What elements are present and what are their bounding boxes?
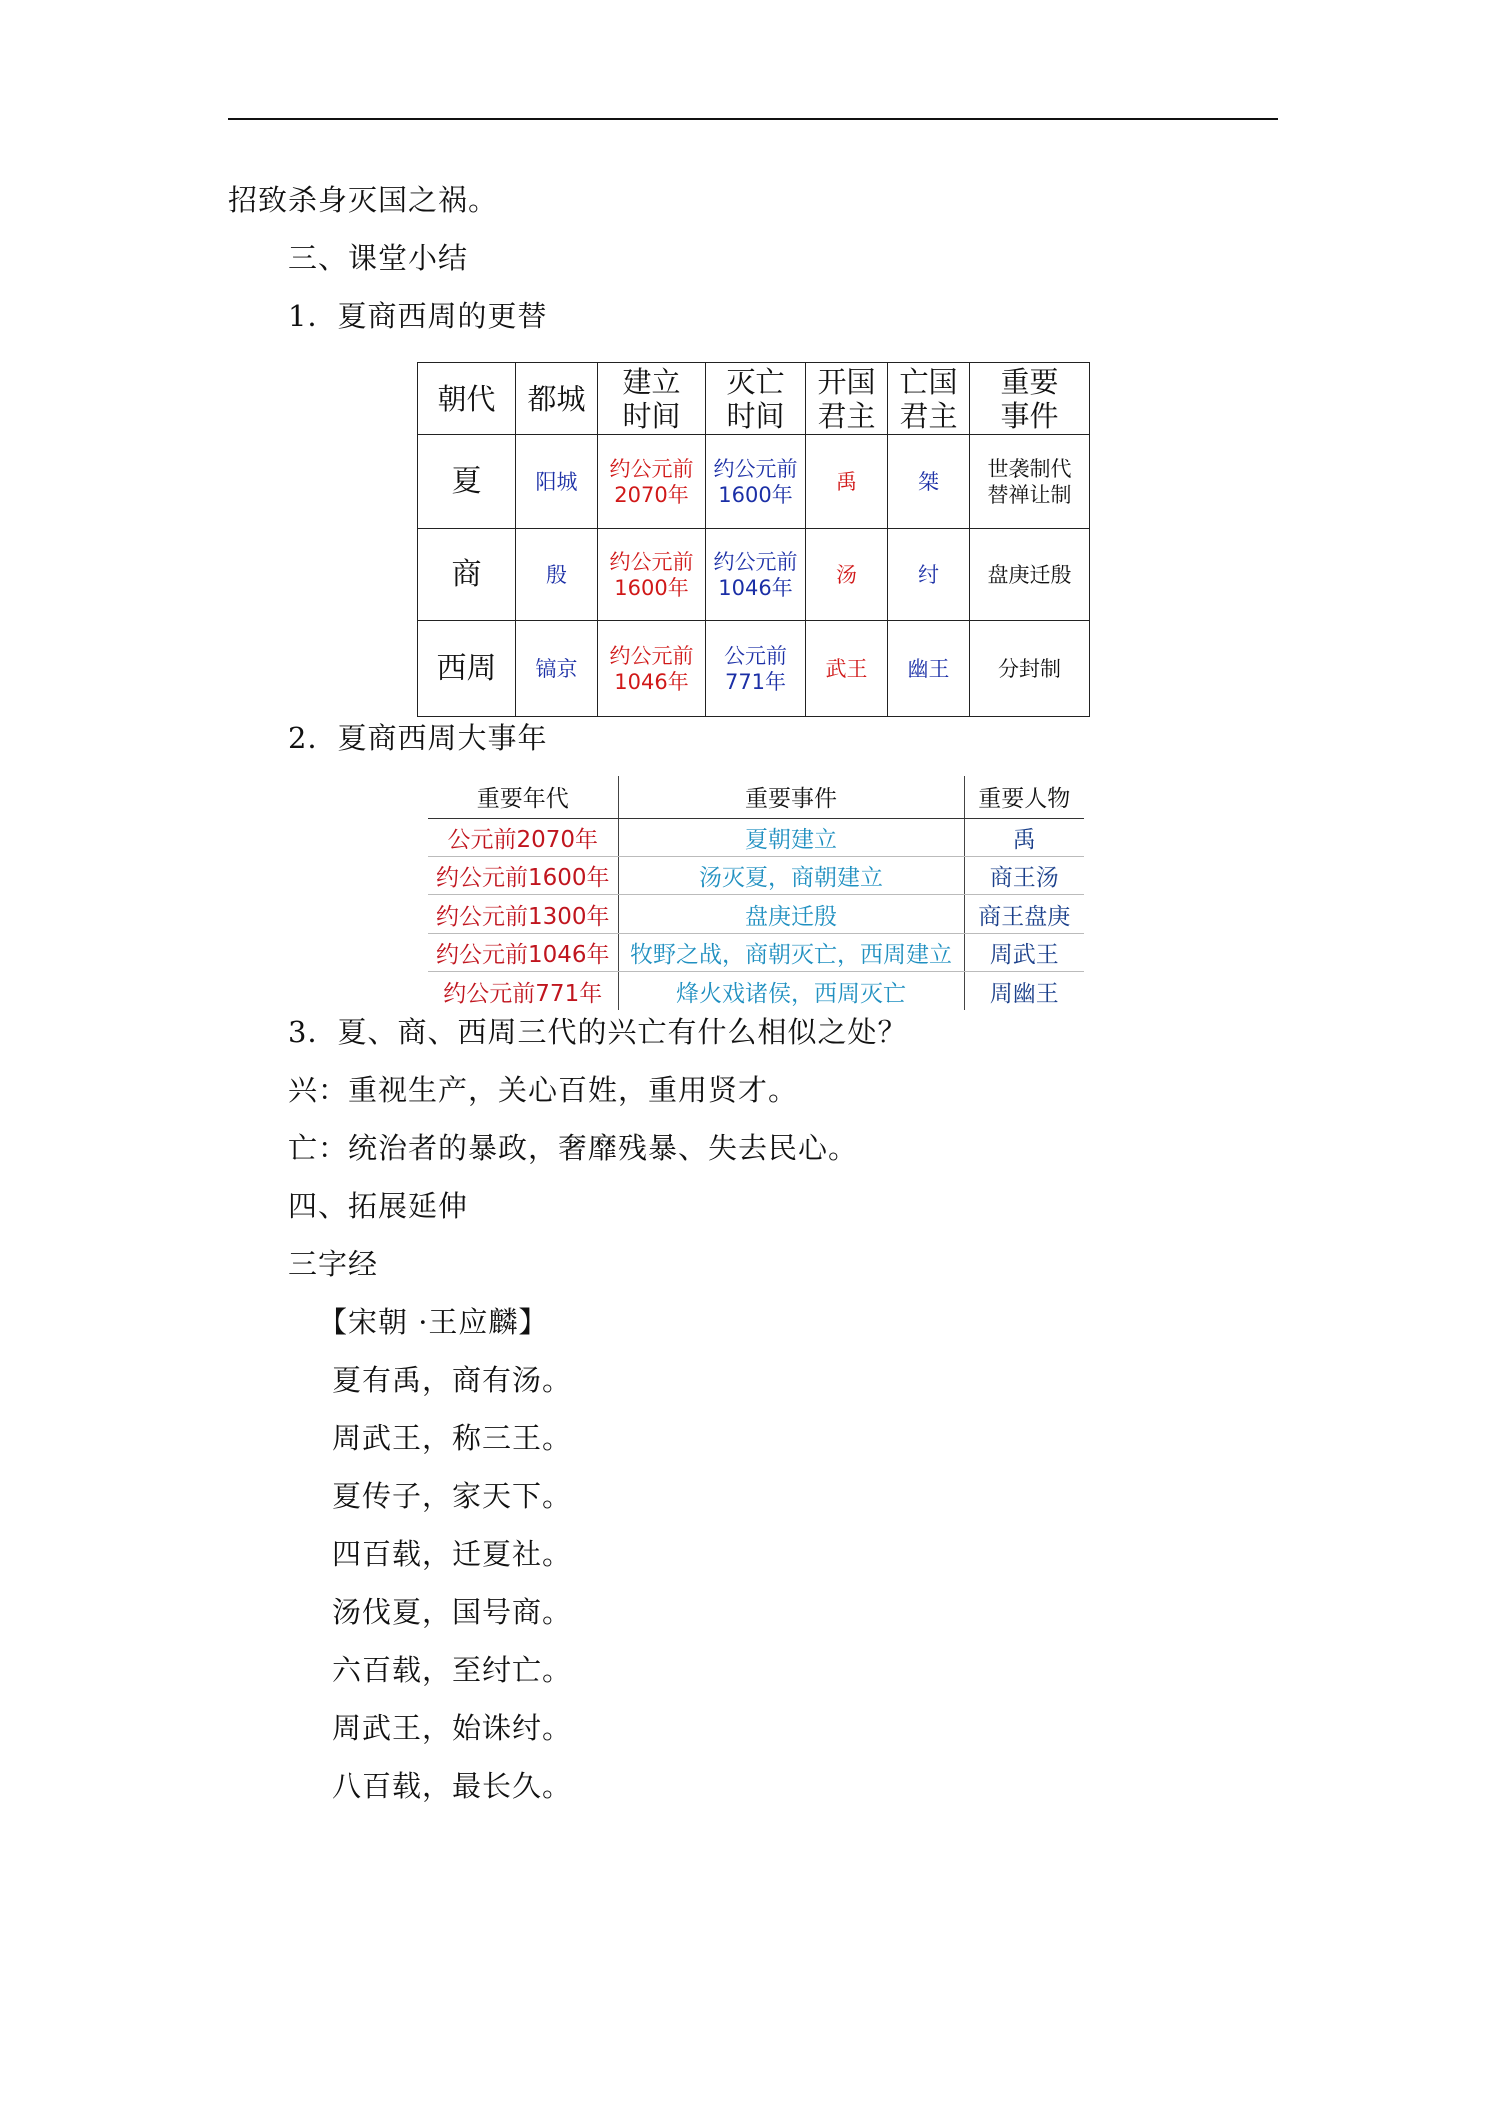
dynasty-cell: 西周: [418, 621, 516, 717]
answer-fall: 亡：统治者的暴政，奢靡残暴、失去民心。: [288, 1131, 859, 1165]
event-cell: 分封制: [970, 621, 1090, 717]
table-row: [418, 529, 1090, 621]
event-cell: 盘庚迁殷: [618, 895, 964, 933]
poem-line: 周武王，称三王。: [332, 1421, 573, 1455]
table-row: [428, 972, 1084, 1010]
person-cell: 周幽王: [989, 980, 1059, 1007]
table-row: [428, 818, 1084, 856]
header-cell: 都城: [516, 363, 598, 435]
founder-cell: 禹: [806, 435, 888, 529]
header-cell: 重要人物: [964, 776, 1084, 818]
table-row: [428, 857, 1084, 895]
subheading-major-events: 2．夏商西周大事年: [288, 721, 548, 755]
poem-line: 四百载，迁夏社。: [332, 1537, 573, 1571]
table-row: [418, 435, 1090, 529]
subheading-dynasty-change: 1．夏商西周的更替: [288, 299, 548, 333]
header-cell: 灭亡 时间: [706, 363, 806, 435]
last-ruler-cell: 幽王: [888, 621, 970, 717]
founding-time-cell: 约公元前 1046年: [598, 621, 706, 717]
poem-title: 三字经: [288, 1247, 379, 1281]
last-ruler-cell: 桀: [888, 435, 970, 529]
founder-cell: 武王: [806, 621, 888, 717]
capital-cell: 殷: [516, 529, 598, 621]
poem-line: 夏传子，家天下。: [332, 1479, 573, 1513]
year-cell: 约公元前771年: [428, 972, 618, 1010]
header-cell: 重要 事件: [970, 363, 1090, 435]
event-cell: 汤灭夏，商朝建立: [618, 857, 964, 895]
dynasty-cell: 夏: [418, 435, 516, 529]
poem-line: 夏有禹，商有汤。: [332, 1363, 573, 1397]
last-ruler-cell: 纣: [888, 529, 970, 621]
poem-author: 【宋朝 ·王应麟】: [318, 1305, 549, 1339]
year-cell: 约公元前1300年: [428, 895, 618, 933]
header-cell: 重要年代: [428, 776, 618, 818]
header-cell: 重要事件: [618, 776, 964, 818]
header-rule: [228, 118, 1278, 120]
year-cell: 约公元前1600年: [428, 857, 618, 895]
header-cell: 建立 时间: [598, 363, 706, 435]
person-cell: 商王汤: [964, 857, 1084, 895]
person-cell: 商王盘庚: [964, 895, 1084, 933]
major-events-table: [428, 776, 1084, 1010]
answer-rise: 兴：重视生产，关心百姓，重用贤才。: [288, 1073, 799, 1107]
table-row: [428, 933, 1084, 971]
poem-line: 六百载，至纣亡。: [332, 1653, 573, 1687]
poem-line: 汤伐夏，国号商。: [332, 1595, 573, 1629]
capital-cell: 阳城: [516, 435, 598, 529]
table-header-row: [428, 776, 1084, 818]
year-cell: 公元前2070年: [428, 818, 618, 856]
header-cell: 开国 君主: [806, 363, 888, 435]
table-row: [418, 621, 1090, 717]
text-line: 招致杀身灭国之祸。: [228, 183, 499, 217]
dynasty-change-table: [417, 362, 1090, 717]
section-heading-extension: 四、拓展延伸: [288, 1189, 469, 1223]
table-row: [428, 895, 1084, 933]
founding-time-cell: 约公元前 1600年: [598, 529, 706, 621]
dynasty-cell: 商: [418, 529, 516, 621]
founding-time-cell: 约公元前 2070年: [598, 435, 706, 529]
header-cell: 朝代: [418, 363, 516, 435]
event-cell: 夏朝建立: [618, 818, 964, 856]
fall-time-cell: 约公元前 1046年: [706, 529, 806, 621]
founder-cell: 汤: [806, 529, 888, 621]
event-cell: 世袭制代 替禅让制: [970, 435, 1090, 529]
table-header-row: [418, 363, 1090, 435]
event-cell: 牧野之战，商朝灭亡，西周建立: [618, 933, 964, 971]
fall-time-cell: 约公元前 1600年: [706, 435, 806, 529]
year-cell: 约公元前1046年: [428, 933, 618, 971]
capital-cell: 镐京: [516, 621, 598, 717]
fall-time-cell: 公元前 771年: [706, 621, 806, 717]
event-cell: 烽火戏诸侯，西周灭亡: [618, 972, 964, 1010]
poem-line: 周武王，始诛纣。: [332, 1711, 573, 1745]
question-line: 3．夏、商、西周三代的兴亡有什么相似之处？: [288, 1015, 908, 1049]
section-heading-summary: 三、课堂小结: [288, 241, 469, 275]
person-cell: 禹: [964, 818, 1084, 856]
poem-line: 八百载，最长久。: [332, 1769, 573, 1803]
person-cell: 周武王: [964, 933, 1084, 971]
event-cell: 盘庚迁殷: [970, 529, 1090, 621]
header-cell: 亡国 君主: [888, 363, 970, 435]
